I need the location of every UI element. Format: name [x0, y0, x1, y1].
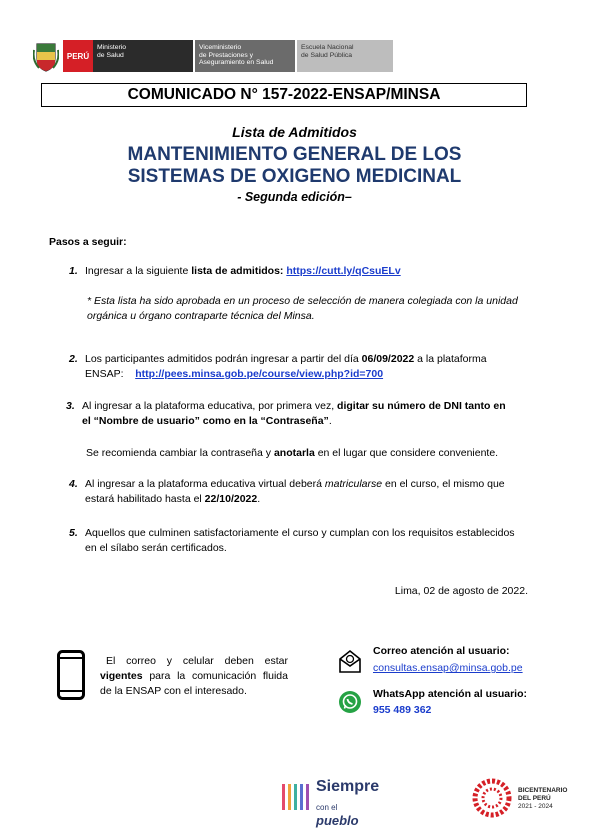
email-link[interactable]: consultas.ensap@minsa.gob.pe: [373, 662, 523, 674]
pasos-label: Pasos a seguir:: [49, 236, 127, 248]
comunicado-box: [41, 83, 527, 107]
pueblo-figures-icon: [280, 780, 312, 812]
step-1-note: * Esta lista ha sido aprobada en un proceso de selección de manera colegiada con la unidad orgánica u órgano contraparte técnica del Minsa.: [87, 295, 518, 322]
whatsapp-label: WhatsApp atención al usuario:: [373, 688, 528, 700]
email-icon: [337, 648, 363, 674]
step-2: 2. Los participantes admitidos podrán ingresar a partir del día 06/09/2022 a la plataforma ENSAP: http://pees.minsa.gob.pe/course/view.php?id=700: [69, 353, 487, 380]
admitidos-link[interactable]: https://cutt.ly/qCsuELv: [286, 265, 401, 277]
step-1: 1. Ingresar a la siguiente lista de admitidos: https://cutt.ly/qCsuELv: [69, 265, 401, 277]
step-4: 4. Al ingresar a la plataforma educativa virtual deberá matricularse en el curso, el mismo que estará habilitado hasta el 22/10/2022.: [69, 478, 505, 505]
ministerio-label: Ministerio de Salud: [93, 40, 193, 72]
fecha: Lima, 02 de agosto de 2022.: [394, 585, 528, 597]
viceministerio-label: Viceministerio de Prestaciones y Aseguramiento en Salud: [195, 40, 295, 72]
bicentenario-emblem-icon: [472, 778, 512, 818]
comunicado-title: COMUNICADO N° 157-2022-ENSAP/MINSA: [127, 86, 441, 103]
edition-label: - Segunda edición–: [237, 190, 352, 204]
peru-shield-icon: [33, 40, 59, 72]
step-3-recommendation: Se recomienda cambiar la contraseña y anotarla en el lugar que considere conveniente.: [86, 447, 499, 459]
platform-link[interactable]: http://pees.minsa.gob.pe/course/view.php?id=700: [135, 368, 384, 380]
contact-note: El correo y celular deben estar vigentes para la comunicación fluida de la ENSAP con el interesado.: [100, 655, 288, 697]
escuela-label: Escuela Nacional de Salud Pública: [297, 40, 393, 72]
correo-label: Correo atención al usuario:: [373, 645, 510, 657]
header-logo-bar: [33, 40, 393, 72]
whatsapp-icon: [338, 690, 362, 714]
whatsapp-phone: 955 489 362: [373, 704, 432, 716]
phone-icon: [57, 650, 85, 700]
page-title: MANTENIMIENTO GENERAL DE LOS SISTEMAS DE OXIGENO MEDICINAL: [127, 144, 462, 187]
peru-label: PERÚ: [63, 40, 93, 72]
step-3: 3. Al ingresar a la plataforma educativa, por primera vez, digitar su número de DNI tanto en el “Nombre de usuario” como en la “Contraseña”.: [66, 400, 506, 427]
subtitle: Lista de Admitidos: [232, 124, 357, 140]
siempre-con-el-pueblo-logo: Siempre con el pueblo: [280, 776, 380, 816]
step-5: 5. Aquellos que culminen satisfactoriamente el curso y cumplan con los requisitos establecidos en el sílabo serán certificados.: [69, 527, 515, 554]
